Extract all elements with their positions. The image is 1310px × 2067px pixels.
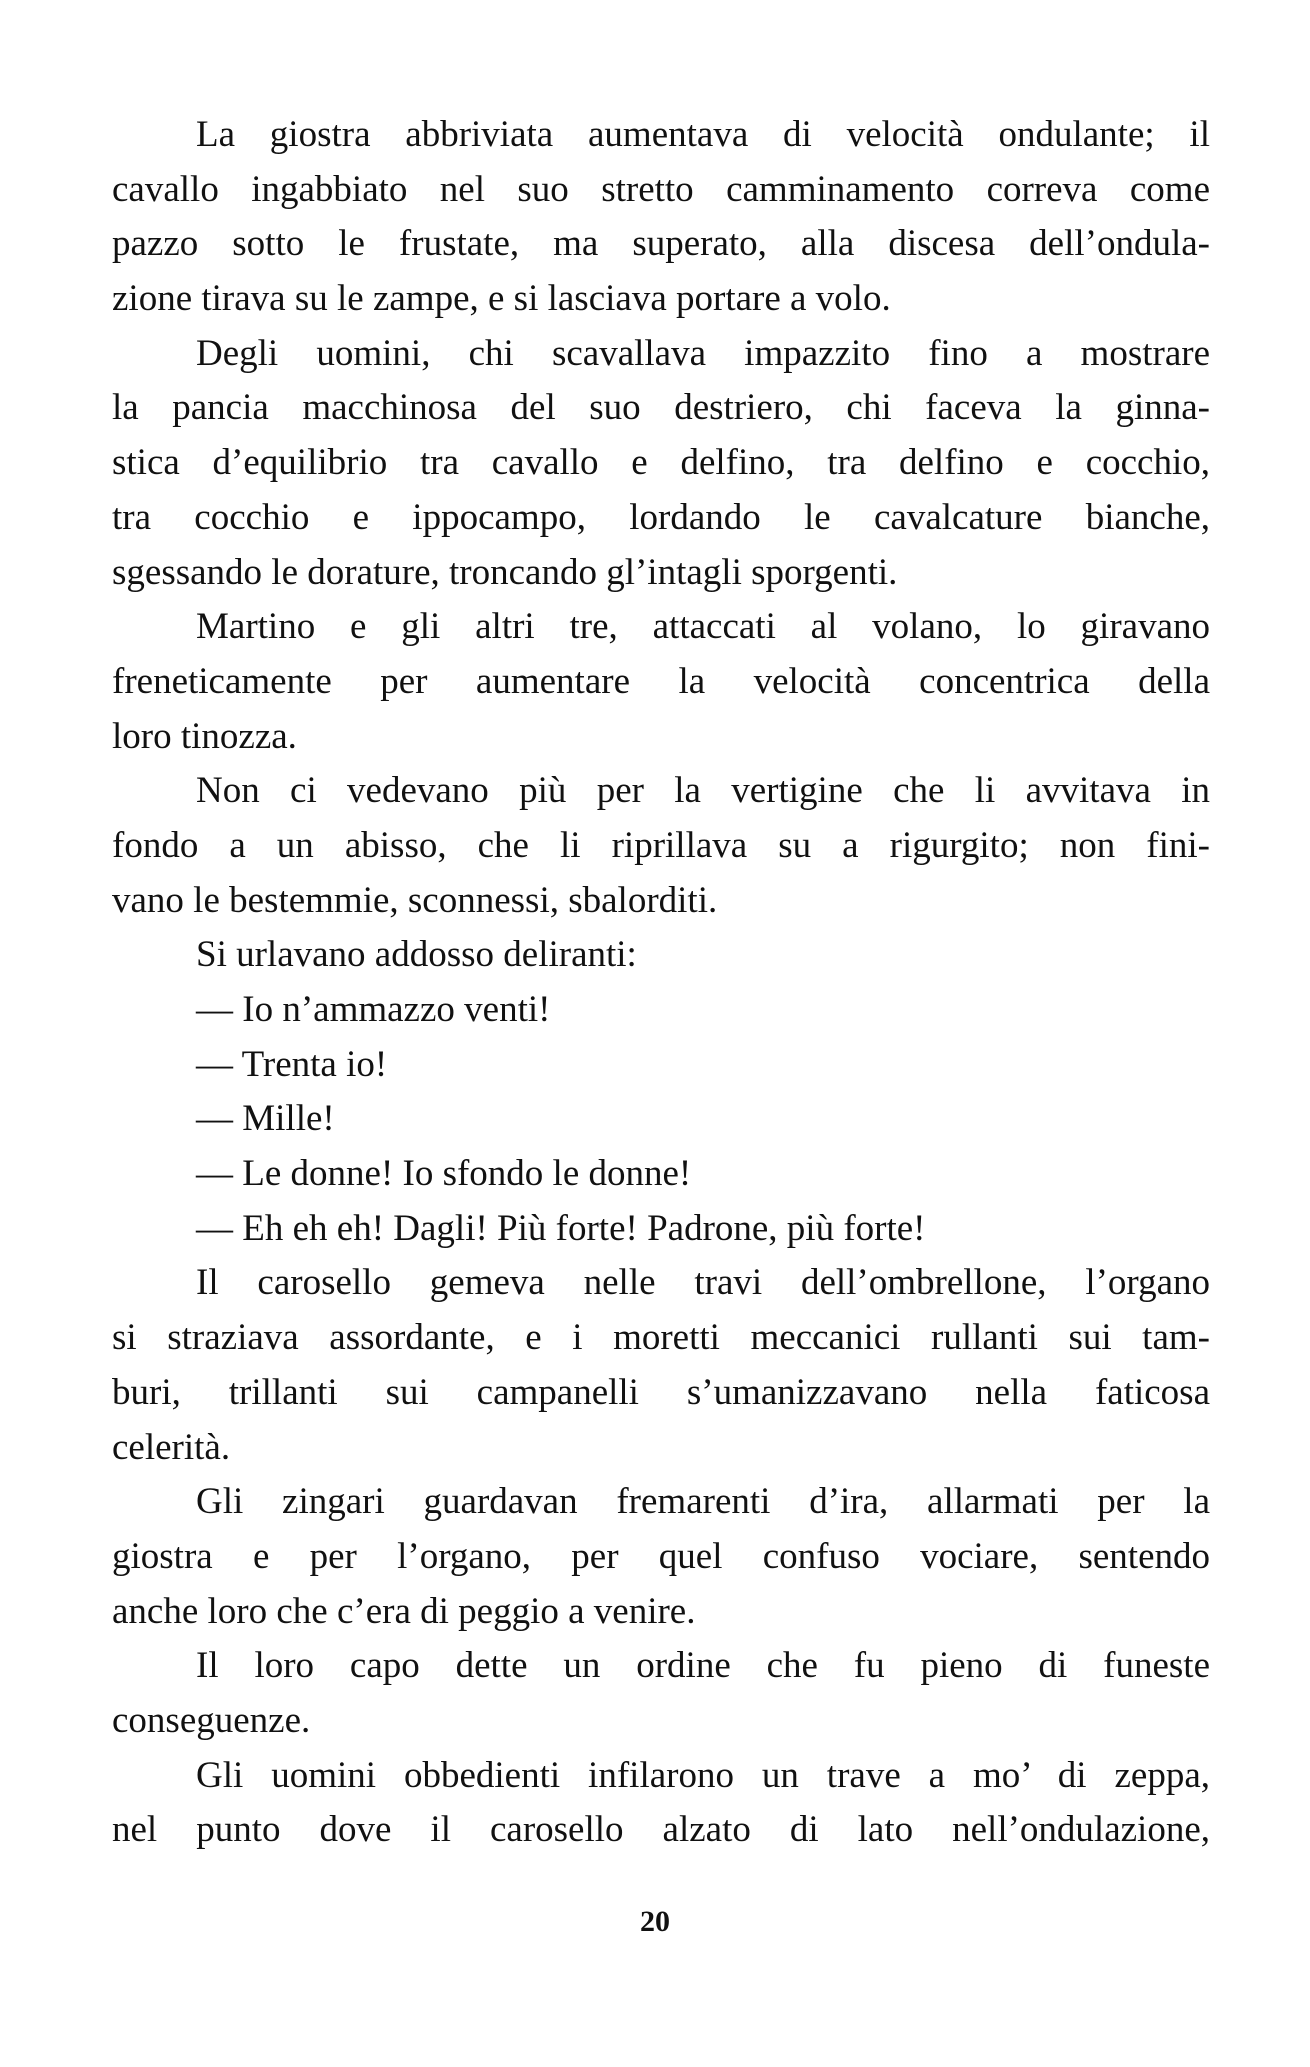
text-line: Degli uomini, chi scavallava impazzito fino a mostrare xyxy=(196,332,1210,374)
dialogue-line: — Mille! xyxy=(196,1098,335,1140)
text-line: si straziava assordante, e i moretti meccanici rullanti sui tam- xyxy=(112,1317,1210,1359)
text-line: pazzo sotto le frustate, ma superato, alla discesa dell’ondula- xyxy=(112,223,1210,265)
book-page-text xyxy=(112,108,1210,1858)
text-line: Martino e gli altri tre, attaccati al volano, lo giravano xyxy=(196,606,1210,648)
text-line: anche loro che c’era di peggio a venire. xyxy=(112,1590,696,1632)
text-line: buri, trillanti sui campanelli s’umanizzavano nella faticosa xyxy=(112,1371,1210,1413)
page-number: 20 xyxy=(640,1905,670,1938)
text-line: la pancia macchinosa del suo destriero, chi faceva la ginna- xyxy=(112,387,1210,429)
text-line: stica d’equilibrio tra cavallo e delfino, tra delfino e cocchio, xyxy=(112,442,1210,484)
text-line: loro tinozza. xyxy=(112,715,297,757)
text-line: sgessando le dorature, troncando gl’intagli sporgenti. xyxy=(112,551,898,593)
text-line: Gli uomini obbedienti infilarono un trave a mo’ di zeppa, xyxy=(196,1754,1210,1796)
text-line: cavallo ingabbiato nel suo stretto camminamento correva come xyxy=(112,168,1210,210)
text-line: freneticamente per aumentare la velocità concentrica della xyxy=(112,660,1210,702)
text-line: Non ci vedevano più per la vertigine che li avvitava in xyxy=(196,770,1210,812)
text-line: tra cocchio e ippocampo, lordando le cavalcature bianche, xyxy=(112,496,1210,538)
text-line: vano le bestemmie, sconnessi, sbalorditi. xyxy=(112,879,718,921)
text-line: conseguenze. xyxy=(112,1699,311,1741)
text-line: nel punto dove il carosello alzato di lato nell’ondulazione, xyxy=(112,1809,1210,1851)
text-line: Il carosello gemeva nelle travi dell’ombrellone, l’organo xyxy=(196,1262,1210,1304)
text-line: Il loro capo dette un ordine che fu pieno di funeste xyxy=(196,1645,1210,1687)
dialogue-line: — Eh eh eh! Dagli! Più forte! Padrone, più forte! xyxy=(196,1207,926,1249)
dialogue-line: — Io n’ammazzo venti! xyxy=(196,989,551,1030)
text-line: zione tirava su le zampe, e si lasciava portare a volo. xyxy=(112,278,891,320)
dialogue-line: — Le donne! Io sfondo le donne! xyxy=(196,1153,692,1195)
text-line: La giostra abbriviata aumentava di velocità ondulante; il xyxy=(196,114,1210,155)
text-line: celerità. xyxy=(112,1426,231,1468)
text-line: fondo a un abisso, che li riprillava su a rigurgito; non fini- xyxy=(112,824,1210,866)
dialogue-line: — Trenta io! xyxy=(196,1043,388,1085)
text-line: Gli zingari guardavan fremarenti d’ira, allarmati per la xyxy=(196,1481,1210,1523)
text-line: giostra e per l’organo, per quel confuso vociare, sentendo xyxy=(112,1535,1210,1577)
text-line: Si urlavano addosso deliranti: xyxy=(196,934,637,976)
